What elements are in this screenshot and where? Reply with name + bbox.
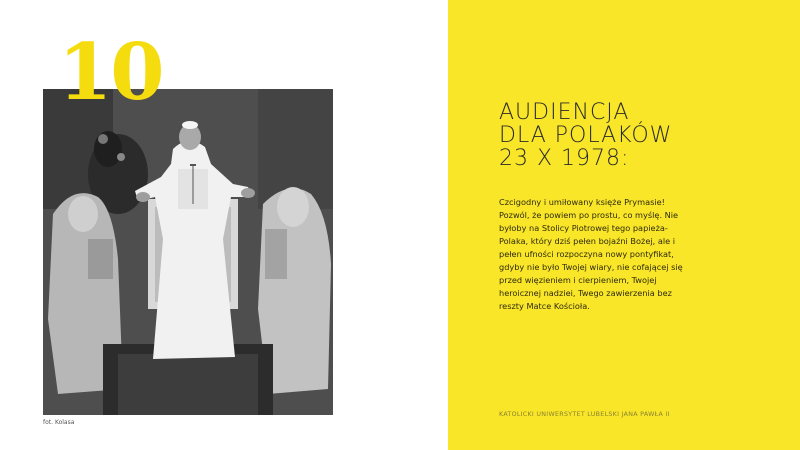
quote-text: Czcigodny i umiłowany księże Prymasie! Pozwól, że powiem po prostu, co myślę. Nie byłoby na Stolicy Piotrowej tego papieża-Polaka, który dziś pełen bojaźni Bożej, ale i pełen ufności rozpoczyna nowy pontyfikat, gdyby nie było Twojej wiary, nie cofającej się przed więzieniem i cierpieniem, Twojej heroicznej nadziei, Twego zawierzenia bez reszty Matce Kościoła. bbox=[499, 197, 683, 311]
photo-credit: fot. Kolasa bbox=[43, 419, 75, 426]
photograph bbox=[43, 89, 333, 415]
page-number: 10 bbox=[58, 27, 163, 118]
footer-publisher: KATOLICKI UNIWERSYTET LUBELSKI JANA PAWŁA II bbox=[499, 411, 670, 418]
title-line: AUDIENCJA bbox=[499, 100, 630, 125]
title-line: 23 X 1978: bbox=[499, 146, 630, 171]
title-line: DLA POLAKÓW bbox=[499, 123, 673, 148]
page-title bbox=[499, 101, 789, 170]
